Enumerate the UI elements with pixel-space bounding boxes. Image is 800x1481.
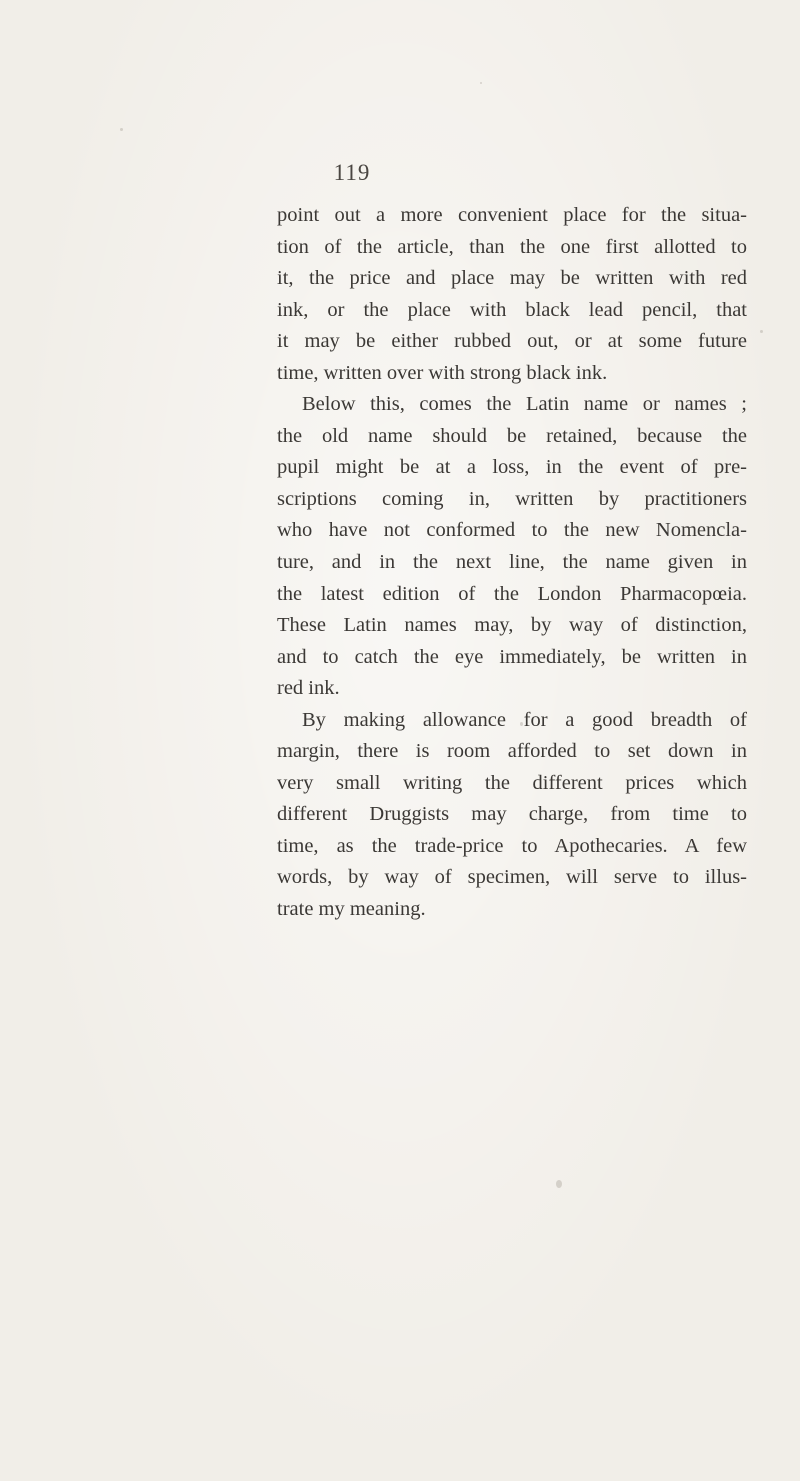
paper-speck xyxy=(480,82,482,84)
text-line: very small writing the different prices which xyxy=(277,771,747,794)
text-line: it may be either rubbed out, or at some future xyxy=(277,330,747,353)
page-number: 119 xyxy=(333,160,371,185)
text-line: margin, there is room afforded to set down in xyxy=(277,740,747,763)
text-line: it, the price and place may be written with red xyxy=(277,267,747,290)
text-line: tion of the article, than the one first allotted to xyxy=(277,235,747,258)
text-line: red ink. xyxy=(277,677,340,700)
text-line: trate my meaning. xyxy=(277,898,426,921)
text-line: By making allowance for a good breadth of xyxy=(302,708,747,731)
body-text xyxy=(277,200,747,926)
text-line: ink, or the place with black lead pencil, that xyxy=(277,298,747,321)
text-line: the old name should be retained, because the xyxy=(277,424,747,447)
text-line: Below this, comes the Latin name or names ; xyxy=(302,393,747,416)
text-line: point out a more convenient place for the situa- xyxy=(277,204,747,226)
paper-speck xyxy=(556,1180,562,1188)
paper-speck xyxy=(520,722,523,726)
text-line: ture, and in the next line, the name given in xyxy=(277,551,747,574)
text-line: who have not conformed to the new Nomencla- xyxy=(277,519,747,542)
text-line: time, written over with strong black ink. xyxy=(277,361,608,384)
text-line: These Latin names may, by way of distinction, xyxy=(277,614,747,637)
text-line: and to catch the eye immediately, be written in xyxy=(277,645,747,668)
text-line: the latest edition of the London Pharmacopœia. xyxy=(277,582,747,605)
paper-speck xyxy=(760,330,763,333)
text-line: different Druggists may charge, from time to xyxy=(277,803,747,826)
paper-speck xyxy=(120,128,123,131)
text-line: scriptions coming in, written by practitioners xyxy=(277,487,747,510)
text-line: pupil might be at a loss, in the event of pre- xyxy=(277,456,747,479)
text-line: words, by way of specimen, will serve to illus- xyxy=(277,866,747,889)
text-line: time, as the trade-price to Apothecaries. A few xyxy=(277,834,747,857)
